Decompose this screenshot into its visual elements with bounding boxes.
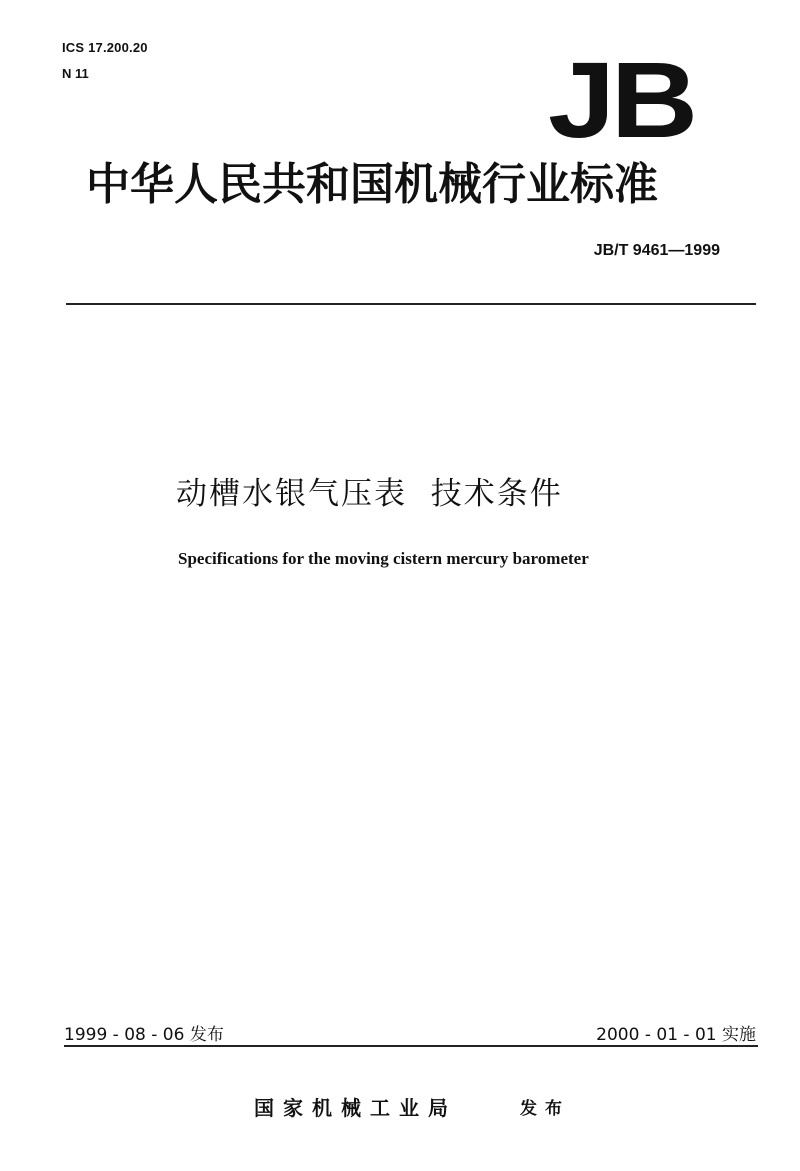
document-title-en: Specifications for the moving cistern mercury barometer [178, 549, 589, 568]
standard-title: 中华人民共和国机械行业标准 [86, 159, 658, 210]
ics-code: ICS 17.200.20 [62, 40, 148, 55]
header-divider [66, 303, 756, 305]
standard-number: JB/T 9461—1999 [593, 242, 720, 259]
publish-label: 发布 [520, 1099, 570, 1119]
issue-date: 1999 - 08 - 06 发布 [64, 1025, 224, 1045]
jb-logo: JB [548, 39, 694, 160]
publisher: 国家机械工业局 [254, 1096, 457, 1120]
implementation-date: 2000 - 01 - 01 实施 [596, 1025, 756, 1045]
document-title-cn: 动槽水银气压表 技术条件 [176, 476, 563, 512]
ccs-code: N 11 [62, 66, 89, 81]
footer-divider [64, 1045, 758, 1047]
